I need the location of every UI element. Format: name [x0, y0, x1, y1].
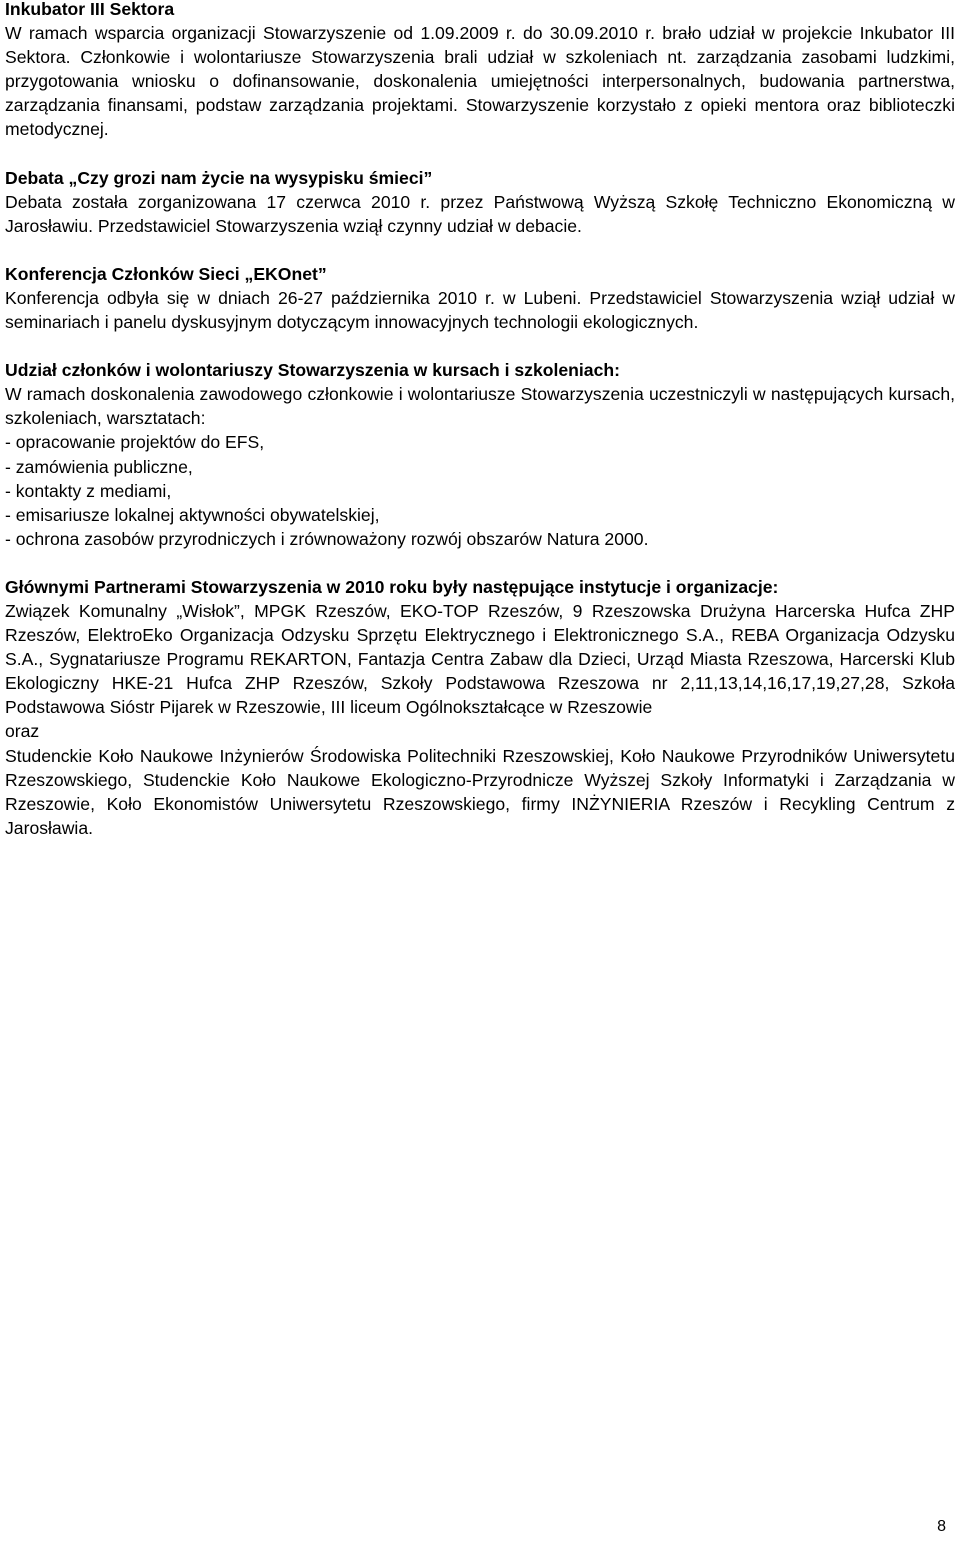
section-training: [5, 358, 955, 551]
section-conference: [5, 262, 955, 334]
document-page: [5, 0, 955, 864]
section-text-incubator: W ramach wsparcia organizacji Stowarzyszenie od 1.09.2009 r. do 30.09.2010 r. brało udział w projekcie Inkubator III Sektora. Członkowie i wolontariusze Stowarzyszenia brali udział w szkoleniach nt. zarządzania zasobami ludzkimi, przygotowania wniosku o dofinansowanie, doskonalenia umiejętności interpersonalnych, budowania partnerstwa, zarządzania finansami, podstaw zarządzania projektami. Stowarzyszenie korzystało z opieki mentora oraz biblioteczki metodycznej.: [5, 23, 955, 140]
section-connector-partners: oraz: [5, 721, 40, 742]
section-text-debate: Debata została zorganizowana 17 czerwca 2010 r. przez Państwową Wyższą Szkołę Techniczno Ekonomiczną w Jarosławiu. Przedstawiciel Stowarzyszenia wziął czynny udział w debacie.: [5, 191, 955, 236]
section-text-conference: Konferencja odbyła się w dniach 26-27 października 2010 r. w Lubeni. Przedstawiciel Stowarzyszenia wziął udział w seminariach i panelu dyskusyjnym dotyczącym innowacyjnych technologii ekologicznych.: [5, 287, 955, 333]
section-incubator: [5, 0, 955, 142]
section-title-conference: Konferencja Członków Sieci „EKOnet”: [5, 263, 327, 284]
training-list: [5, 430, 955, 550]
section-text-partners-2: Studenckie Koło Naukowe Inżynierów Środowiska Politechniki Rzeszowskiej, Koło Naukowe Przyrodników Uniwersytetu Rzeszowskiego, Studenckie Koło Naukowe Ekologiczno-Przyrodnicze Wyższej Szkoły Informatyki i Zarządzania w Rzeszowie, Koło Ekonomistów Uniwersytetu Rzeszowskiego, firmy INŻYNIERIA Rzeszów i Recykling Centrum z Jarosławia.: [5, 745, 955, 838]
list-item: - ochrona zasobów przyrodniczych i zrównoważony rozwój obszarów Natura 2000.: [5, 528, 649, 549]
section-title-training: Udział członków i wolontariuszy Stowarzyszenia w kursach i szkoleniach:: [5, 360, 620, 381]
section-title-debate: Debata „Czy grozi nam życie na wysypisku śmieci”: [5, 167, 433, 188]
section-partners: [5, 575, 955, 840]
section-title-partners: Głównymi Partnerami Stowarzyszenia w 2010 roku były następujące instytucje i organizacje:: [5, 576, 779, 597]
section-title-incubator: Inkubator III Sektora: [5, 0, 175, 19]
section-intro-training: W ramach doskonalenia zawodowego członkowie i wolontariusze Stowarzyszenia uczestniczyli w następujących kursach, szkoleniach, warsztatach:: [5, 384, 955, 429]
section-debate: [5, 166, 955, 238]
list-item: - zamówienia publiczne,: [5, 456, 193, 477]
list-item: - opracowanie projektów do EFS,: [5, 432, 265, 453]
page-number: 8: [937, 1518, 946, 1535]
list-item: - emisariusze lokalnej aktywności obywatelskiej,: [5, 504, 380, 525]
section-text-partners-1: Związek Komunalny „Wisłok”, MPGK Rzeszów, EKO-TOP Rzeszów, 9 Rzeszowska Drużyna Harcerska Hufca ZHP Rzeszów, ElektroEko Organizacja Odzysku Sprzętu Elektrycznego i Elektronicznego S.A., REBA Organizacja Odzysku S.A., Sygnatariusze Programu REKARTON, Fantazja Centra Zabaw dla Dzieci, Urząd Miasta Rzeszowa, Harcerski Klub Ekologiczny HKE-21 Hufca ZHP Rzeszów, Szkoły Podstawowa Rzeszowa nr 2,11,13,14,16,17,19,27,28, Szkoła Podstawowa Sióstr Pijarek w Rzeszowie, III liceum Ogólnokształcące w Rzeszowie: [5, 600, 955, 718]
list-item: - kontakty z mediami,: [5, 480, 172, 501]
